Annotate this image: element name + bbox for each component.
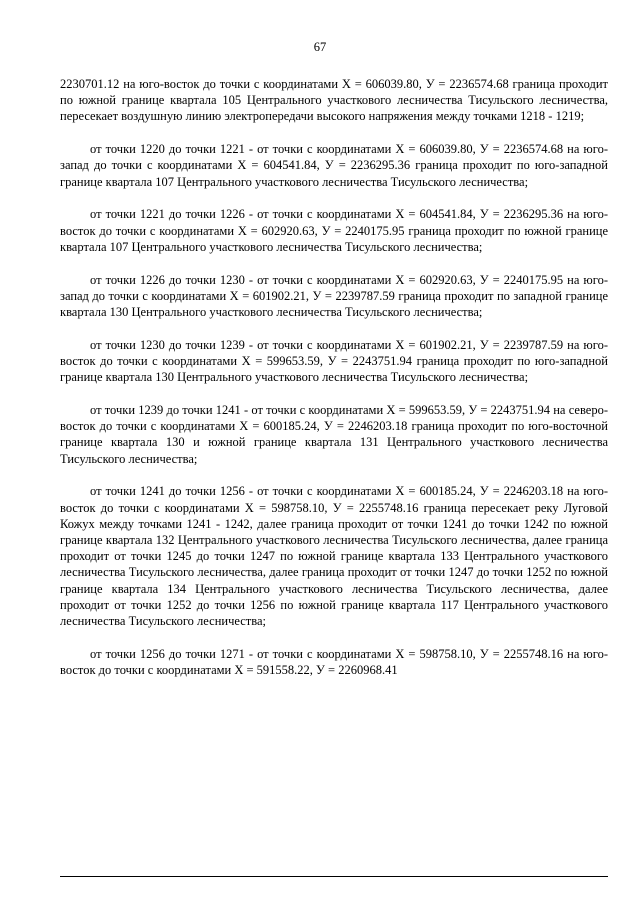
paragraph: от точки 1226 до точки 1230 - от точки с координатами X = 602920.63, У = 2240175.95 на юго-запад до точки с координатами X = 601902.21, У = 2239787.59 граница проходит по западной границе квартала 130 Центрального участкового лесничества Тисульского лесничества; — [60, 272, 608, 320]
paragraph: от точки 1256 до точки 1271 - от точки с координатами X = 598758.10, У = 2255748.16 на юго-восток до точки с координатами X = 591558.22, У = 2260968.41 — [60, 646, 608, 678]
document-body — [60, 76, 608, 695]
page-number: 67 — [313, 40, 327, 54]
paragraph: 2230701.12 на юго-восток до точки с координатами X = 606039.80, У = 2236574.68 граница проходит по южной границе квартала 105 Центрального участкового лесничества Тисульского лесничества, пересекает воздушную линию электропередачи высокого напряжения между точками 1218 - 1219; — [60, 77, 608, 124]
paragraph: от точки 1220 до точки 1221 - от точки с координатами X = 606039.80, У = 2236574.68 на юго-запад до точки с координатами X = 604541.84, У = 2236295.36 граница проходит по юго-западной границе квартала 107 Центрального участкового лесничества Тисульского лесничества; — [60, 142, 608, 189]
paragraph: от точки 1239 до точки 1241 - от точки с координатами X = 599653.59, У = 2243751.94 на северо-восток до точки с координатами X = 600185.24, У = 2246203.18 граница проходит по юго-восточной границе квартала 130 и южной границе квартала 131 Центрального участкового лесничества Тисульского лесничества; — [60, 403, 608, 466]
bottom-rule — [60, 876, 608, 877]
paragraph: от точки 1230 до точки 1239 - от точки с координатами X = 601902.21, У = 2239787.59 на юго-восток до точки с координатами X = 599653.59, У = 2243751.94 граница проходит по юго-западной границе квартала 130 Центрального участкового лесничества Тисульского лесничества; — [60, 337, 608, 385]
paragraph: от точки 1221 до точки 1226 - от точки с координатами X = 604541.84, У = 2236295.36 на юго-восток до точки с координатами X = 602920.63, У = 2240175.95 граница проходит по южной границе квартала 107 Центрального участкового лесничества Тисульского лесничества; — [60, 207, 608, 254]
paragraph: от точки 1241 до точки 1256 - от точки с координатами X = 600185.24, У = 2246203.18 на юго-восток до точки с координатами X = 598758.10, У = 2255748.16 граница пересекает реку Луговой Кожух между точками 1241 - 1242, далее граница проходит от точки 1241 до точки 1242 по южной границе квартала 132 Центрального участкового лесничества Тисульского лесничества, далее граница проходит от точки 1245 до точки 1247 по южной границе квартала 133 Центрального участкового лесничества Тисульского лесничества, далее граница проходит от точки 1247 до точки 1252 по южной границе квартала 134 Центрального участкового лесничества Тисульского лесничества, далее проходит от точки 1252 до точки 1256 по южной границе квартала 117 Центрального участкового лесничества Тисульского лесничества; — [60, 484, 608, 629]
